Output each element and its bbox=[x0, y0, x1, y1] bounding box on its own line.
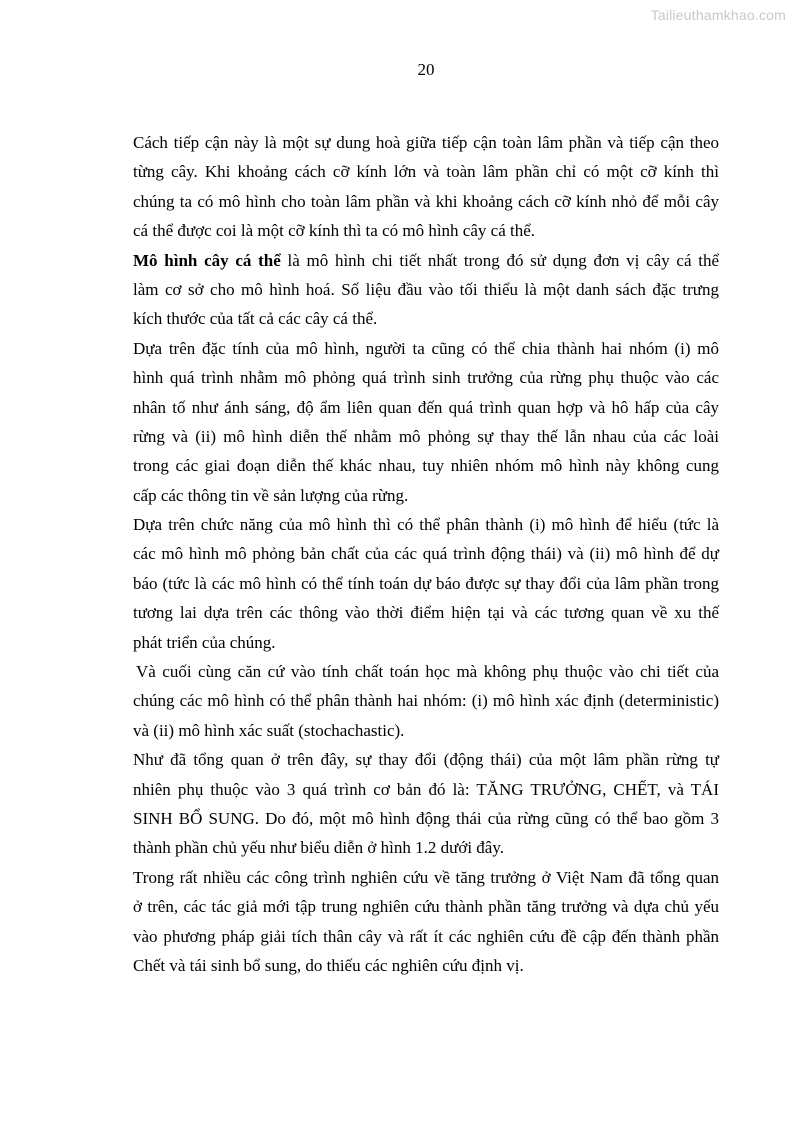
paragraph-mathematical-nature bbox=[133, 657, 719, 745]
text-line: Chết và tái sinh bổ sung, do thiếu các nghiên cứu định vị. bbox=[133, 955, 524, 975]
text-line: Dựa trên đặc tính của mô hình, người ta cũng có thể chia thành hai nhóm (i) mô bbox=[133, 338, 719, 358]
paragraph-model-characteristics bbox=[133, 334, 719, 510]
text-line: cá thể được coi là một cỡ kính thì ta có mô hình cây cá thể. bbox=[133, 221, 536, 241]
text-line: làm cơ sở cho mô hình hoá. Số liệu đầu vào tối thiểu là một danh sách đặc trưng bbox=[133, 279, 719, 299]
paragraph-forest-dynamics bbox=[133, 745, 719, 863]
bold-term: Mô hình cây cá thể bbox=[133, 250, 281, 270]
text-line: Như đã tổng quan ở trên đây, sự thay đổi (động thái) của một lâm phần rừng tự bbox=[133, 750, 719, 770]
text-line: và (ii) mô hình xác suất (stochachastic). bbox=[133, 720, 405, 740]
text-line: thành phần chủ yếu như biểu diễn ở hình 1.2 dưới đây. bbox=[133, 838, 504, 858]
paragraph-individual-tree-model bbox=[133, 246, 719, 334]
text-line: hình quá trình nhằm mô phỏng quá trình sinh trưởng của rừng phụ thuộc vào các bbox=[133, 368, 719, 388]
text-line: kích thước của tất cả các cây cá thể. bbox=[133, 309, 378, 329]
text-line: trong các giai đoạn diễn thế khác nhau, tuy nhiên nhóm mô hình này không cung bbox=[133, 456, 719, 476]
text-line: Dựa trên chức năng của mô hình thì có thể phân thành (i) mô hình để hiểu (tức là bbox=[133, 515, 719, 535]
text-line: chúng các mô hình có thể phân thành hai nhóm: (i) mô hình xác định (deterministic) bbox=[133, 691, 719, 711]
text-span: là mô hình chi tiết nhất trong đó sử dụng đơn vị cây cá thể bbox=[280, 250, 720, 270]
page-number: 20 bbox=[417, 60, 435, 79]
text-line: các mô hình mô phỏng bản chất của các quá trình động thái) và (ii) mô hình để dự bbox=[133, 544, 719, 564]
text-line: phát triển của chúng. bbox=[133, 632, 276, 652]
text-line: nhiên phụ thuộc vào 3 quá trình cơ bản đó là: TĂNG TRƯỞNG, CHẾT, và TÁI bbox=[133, 779, 719, 799]
text-line: rừng và (ii) mô hình diễn thế nhằm mô phỏng sự thay thế lẫn nhau của các loài bbox=[133, 426, 719, 446]
text-line: Trong rất nhiều các công trình nghiên cứu về tăng trưởng ở Việt Nam đã tổng quan bbox=[133, 867, 719, 887]
text-line: Cách tiếp cận này là một sự dung hoà giữa tiếp cận toàn lâm phần và tiếp cận theo bbox=[133, 133, 719, 152]
text-line: vào phương pháp giải tích thân cây và rất ít các nghiên cứu đề cập đến thành phần bbox=[133, 926, 719, 946]
document-body bbox=[133, 128, 719, 980]
text-line: ở trên, các tác giả mới tập trung nghiên cứu thành phần tăng trưởng và dựa chủ yếu bbox=[133, 897, 719, 917]
text-line: tương lai dựa trên các thông vào thời điểm hiện tại và các tương quan về xu thế bbox=[133, 603, 719, 623]
paragraph-tree-approach bbox=[133, 128, 719, 246]
text-line bbox=[133, 246, 719, 275]
text-line: nhân tố như ánh sáng, độ ẩm liên quan đến quá trình quan hợp và hô hấp của cây bbox=[133, 397, 719, 417]
text-line: Và cuối cùng căn cứ vào tính chất toán học mà không phụ thuộc vào chi tiết của bbox=[136, 662, 719, 682]
text-line: từng cây. Khi khoảng cách cỡ kính lớn và toàn lâm phần chỉ có một cỡ kính thì bbox=[133, 162, 719, 182]
text-line: cấp các thông tin về sản lượng của rừng. bbox=[133, 485, 409, 505]
text-line: chúng ta có mô hình cho toàn lâm phần và khi khoảng cách cỡ kính nhỏ để mỗi cây bbox=[133, 191, 719, 211]
text-line: báo (tức là các mô hình có thể tính toán dự báo được sự thay đổi của lâm phần trong bbox=[133, 573, 719, 593]
watermark: Tailieuthamkhao.com bbox=[650, 7, 786, 23]
paragraph-vietnam-research bbox=[133, 863, 719, 981]
text-line: SINH BỔ SUNG. Do đó, một mô hình động thái của rừng cũng có thể bao gồm 3 bbox=[133, 808, 719, 828]
paragraph-model-function bbox=[133, 510, 719, 657]
